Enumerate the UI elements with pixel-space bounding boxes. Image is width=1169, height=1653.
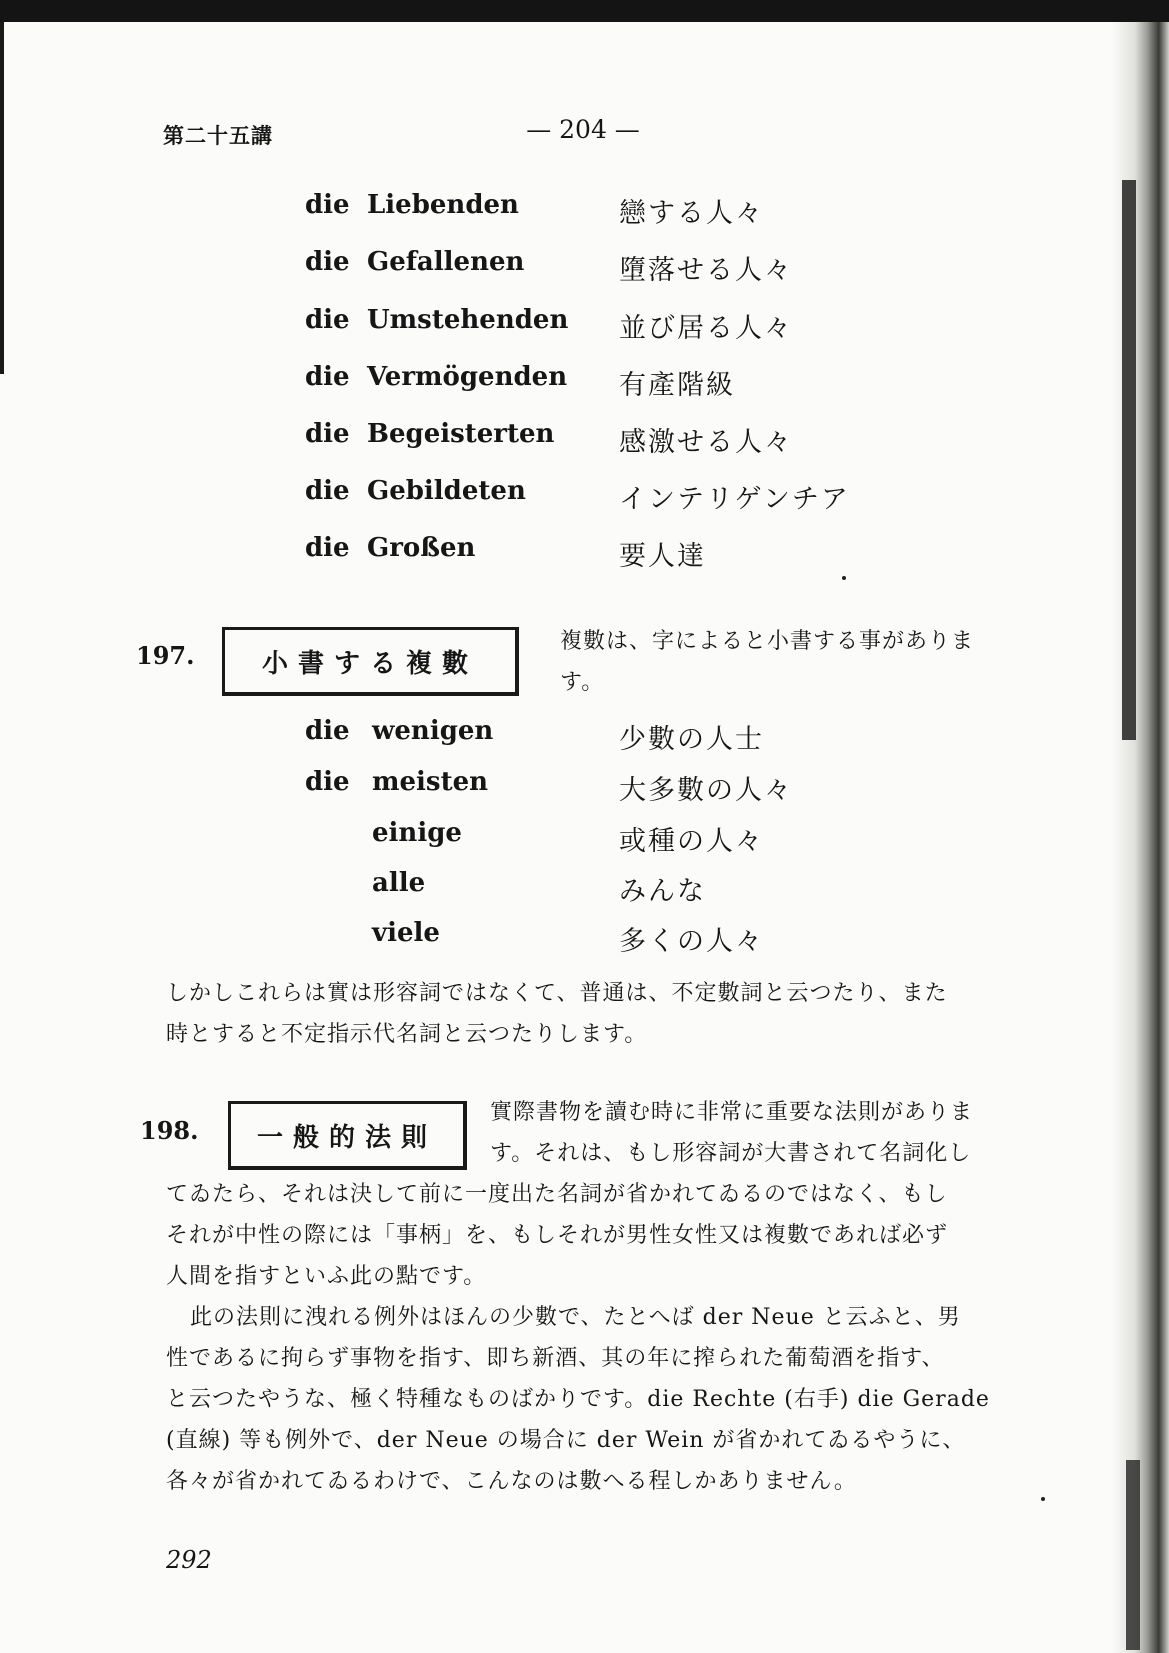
list-item-translation: 要人達 [619,541,706,572]
list-item-translation: 戀する人々 [619,198,764,229]
list-item-translation: 墮落せる人々 [619,255,793,286]
section-197-intro-line: す。 [560,670,605,695]
list-item-translation: 並び居る人々 [619,313,793,344]
scan-top-edge [0,0,1169,22]
paragraph-line: と云つたやうな、極く特種なものばかりです。die Rechte (右手) die Gerade [166,1387,990,1412]
paragraph-line: す。それは、もし形容詞が大書されて名詞化し [490,1141,972,1166]
list-item-noun: einige [372,818,462,848]
paragraph-line: しかしこれらは實は形容詞ではなくて、普通は、不定數詞と云つたり、また [166,981,948,1006]
section-title-197: 小書する複數 [261,648,478,679]
list-item-article: die [305,476,350,506]
paragraph-line: てゐたら、それは決して前に一度出た名詞が省かれてゐるのではなく、もし [166,1182,948,1207]
list-item-translation: 感激せる人々 [619,427,793,458]
section-number-197: 197. [136,641,195,670]
list-item-translation: 多くの人々 [619,926,764,957]
section-198-body [166,1174,1026,1297]
section-198-exceptions [166,1297,1026,1502]
list-item-noun: Gefallenen [367,247,525,277]
list-item-article: die [305,247,350,277]
section-title-box-198 [228,1101,467,1170]
plural-note-paragraph [166,973,1026,1055]
list-item-noun: Umstehenden [367,305,569,335]
list-item-article: die [305,767,350,797]
list-item-translation: インテリゲンチア [619,484,850,515]
paragraph-line: 人間を指すといふ此の點です。 [166,1264,487,1289]
list-item-article: die [305,716,350,746]
list-item-noun: Gebildeten [367,476,526,506]
section-number-198: 198. [140,1116,199,1145]
section-197-intro-line: 複數は、字によると小書する事がありま [560,629,975,654]
list-item-translation: 或種の人々 [619,826,764,857]
paragraph-line: 性であるに拘らず事物を指す、即ち新酒、其の年に搾られた葡萄酒を指す、 [166,1346,945,1371]
list-item-article: die [305,190,350,220]
list-item-article: die [305,533,350,563]
scan-right-edge [1112,22,1169,1653]
paragraph-line: (直線) 等も例外で、der Neue の場合に der Wein が省かれてゐるやうに、 [166,1428,966,1453]
section-197-intro [560,621,1010,703]
list-item-translation: 少數の人士 [619,724,764,755]
paragraph-line: 各々が省かれてゐるわけで、こんなのは數へる程しかありません。 [166,1469,857,1494]
section-title-box-197 [222,627,519,696]
chapter-header: 第二十五講 [163,123,273,148]
scan-binding-shadow-lower [1126,1460,1140,1650]
print-speck [1041,1497,1045,1501]
scan-left-edge [0,22,4,374]
page-number-header: — 204 — [526,115,640,144]
list-item-article: die [305,305,350,335]
list-item-noun: alle [372,868,426,898]
list-item-article: die [305,419,350,449]
list-item-noun: viele [372,918,440,948]
section-title-198: 一般的法則 [256,1122,437,1153]
list-item-article: die [305,362,350,392]
list-item-noun: meisten [372,767,489,797]
paragraph-line: 實際書物を讀む時に非常に重要な法則がありま [490,1100,974,1125]
list-item-translation: 有產階級 [619,370,735,401]
list-item-translation: 大多數の人々 [619,775,793,806]
list-item-translation: みんな [619,876,706,907]
list-item-noun: Liebenden [367,190,519,220]
section-198-intro [490,1092,1020,1174]
list-item-noun: Vermögenden [367,362,568,392]
print-speck [842,576,846,580]
list-item-noun: Großen [367,533,476,563]
list-item-noun: Begeisterten [367,419,555,449]
paragraph-line: 此の法則に洩れる例外はほんの少數で、たとへば der Neue と云ふと、男 [190,1305,961,1330]
folio-number: 292 [166,1546,212,1574]
paragraph-line: 時とすると不定指示代名詞と云つたりします。 [166,1022,648,1047]
paragraph-line: それが中性の際には「事柄」を、もしそれが男性女性又は複數であれば必ず [166,1223,949,1248]
list-item-noun: wenigen [372,716,494,746]
scan-binding-shadow [1122,180,1136,740]
